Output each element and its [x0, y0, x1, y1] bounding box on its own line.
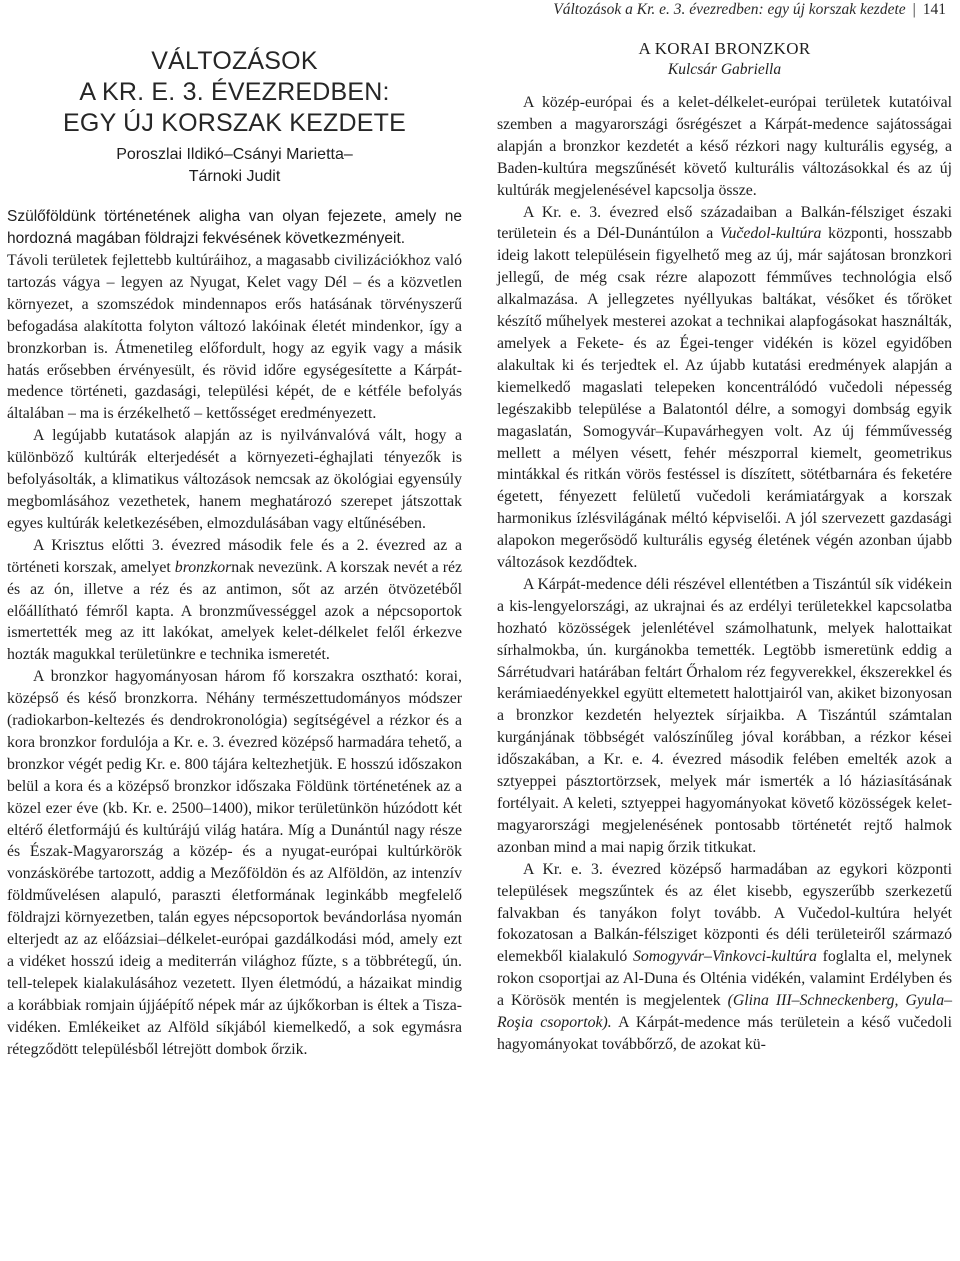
- right-paragraph-3: A Kárpát-medence déli részével ellentétben a Tiszántúl sík vidékein a kis-lengyelországi, az ukrajnai és az erdélyi területekkel kapcsolatba hozható közösségek jelenlétével számolhatunk, melyek halottaikat sírhalmokba, ún. kurgánokba temették. Legtöbb ismeretünk eddig a Sárrétudvari határában feltárt Őrhalom réz fegyverekkel, ékszerekkel és kerámiaedényekkel együtt eltemetett halottjairól van, akiket bizonyosan a bronzkor kezdetén helyeztek sírjaikba. A Tiszántúl számtalan kurgánjának többségét valószínűleg jóval korábban, a rézkor kései időszakában, a Kr. e. 4. évezred második felében emelték azok a sztyeppei pásztortörzsek, melyek már ismerték a ló háziasításának fortélyait. A keleti, sztyeppei hagyományokat követő közösségek kelet-magyarországi megjelenésének pontosabb történetét rejtő halmok azonban mind a mai napig őrzik titkukat.: [497, 575, 953, 856]
- text-run: nak nevezünk. A korszak nevét a réz és az ón, illetve a réz és az antimon, sőt az arzén ötvözetéből előállítható fémről kapta. A bronzművességgel azok a népcsoportok ismertették meg az itt lakókat, amelyek kelet-délkelet felől érkezve hozták magukkal területünkre e technika ismeretét.: [7, 558, 462, 664]
- italic-term-bronzkor: bronzkor: [174, 558, 232, 576]
- left-paragraph-2: A legújabb kutatások alapján az is nyilvánvalóvá vált, hogy a különböző kultúrák elterjedését a környezeti-éghajlati tényezők is befolyásolták, a klimatikus változások nemcsak az ökológiai egyensúly megbomlásához vezethetek, hanem meghatározó szerepet játszottak egyes kultúrák keletkezésében, elmozdulásában vagy eltűnésében.: [7, 427, 462, 532]
- chapter-authors: [7, 144, 462, 188]
- chapter-title-line-1: VÁLTOZÁSOK: [151, 47, 318, 75]
- italic-term-somogyvar: Somogyvár–Vinkovci-kultúra: [632, 948, 817, 966]
- section-author: Kulcsár Gabriella: [667, 61, 782, 78]
- right-paragraph-1: A közép-európai és a kelet-délkelet-európai területek kutatóival szemben a magyarországi ősrégészet a Kárpát-medence sajátosságai alapján a bronzkor kezdetét a késő rézkori nagy kulturális egység, a Baden-kultúra megszűnését követő kulturális változásokkal és az új kultúrák megjelenésével kapcsolja össze.: [497, 94, 952, 199]
- running-head-separator: |: [912, 1, 916, 18]
- left-paragraph-4: A bronzkor hagyományosan három fő korszakra osztható: korai, középső és késő bronzkorra. Néhány természettudományos módszer (radiokarbon-keltezés és dendrokronológia) segítségével a rézkor és a kora bronzkor fordulója a Kr. e. 3. évezred középső harmadára tehető, a bronzkor végét pedig Kr. e. 800 tájára keltezhetjük. E hosszú időszakon belül a kora és a középső bronzkor időszaka Földünk történetének az a közel ezer éve (kb. Kr. e. 2500–1400), mikor területünkön húzódott két eltérő életformájú és kultúrájú világ határa. Míg a Dunántúl nagy része és Észak-Magyarország a közép- és a nyugat-európai kultúrkörök vonzáskörébe tartozott, addig a Mezőföldön és az Alföldön, az intenzív földművelésen alapuló, paraszti életformának leginkább megfelelő földrajzi környezetben, talán egyes népcsoportok bevándorlása nyomán elterjedt az az előázsiai–délkelet-európai gazdálkodási mód, amely ezt a vidéket hosszú ideig a mediterrán világhoz fűzte, s a többrétegű, ún. tell-telepek kialakulásához vezetett. Ilyen életmódú, a házaikat mindig a korábbiak romjain újjáépítő népek már az újkőkorban is éltek a Tisza-vidéken. Emlékeiket az Alföld síkjából kiemelkedő, a sok egymásra rétegződött településből létrejött dombok őrzik.: [7, 668, 462, 1058]
- running-head-title: Változások a Kr. e. 3. évezredben: egy új korszak kezdete: [553, 1, 906, 18]
- italic-term-vucedol: Vučedol-kultúra: [719, 225, 822, 243]
- chapter-title-line-2: A KR. E. 3. ÉVEZREDBEN:: [79, 78, 390, 106]
- chapter-title-line-3: EGY ÚJ KORSZAK KEZDETE: [63, 109, 406, 137]
- left-column: [7, 38, 462, 1061]
- left-paragraph-1: Távoli területek fejlettebb kultúráihoz, a magasabb civilizációkhoz való tartozás vágya – legyen az Nyugat, Kelet vagy Dél – és a közvetlen környezet, a szomszédok mindennapos erős hatásának törvényszerű befogadása alakította folyton változó lakóinak életét mindenkor, így a bronzkorban is. Átmenetileg előfordult, hogy az egyik vagy a másik hatás erősebben érvényesült, és rövid időre egységesítette a Kárpát-medence történeti, gazdasági, települési képét, de e kétféle befolyás általában – ma is érzékelhető – kettősséget eredményezett.: [7, 252, 462, 423]
- chapter-title-block: [7, 46, 462, 188]
- intro-paragraph: Szülőföldünk történetének aligha van olyan fejezete, amely ne hordozná magában földrajzi fekvésének következményeit.: [7, 208, 462, 247]
- chapter-authors-line-1: Poroszlai Ildikó–Csányi Marietta–: [116, 146, 353, 163]
- italic-term-groups: (Glina III–Schneckenberg, Gyula–Roşia csoportok).: [497, 992, 952, 1032]
- text-run: foglalta el, melynek rokon csoportjai az Al-Duna és Olténia vidékén, valamint Erdélyben és a Körösök mentén is megjelentek: [497, 948, 952, 1010]
- text-run: A Kr. e. 3. évezred első századaiban a Balkán-félsziget északi területein és a Dél-Dunántúlon a: [497, 203, 952, 243]
- left-body-text: [7, 250, 462, 1061]
- right-paragraph-4: [497, 859, 952, 1056]
- left-paragraph-3: [7, 535, 462, 666]
- chapter-authors-line-2: Tárnoki Judit: [188, 168, 281, 185]
- right-body-text: [497, 92, 952, 1056]
- right-column: [497, 38, 952, 1056]
- section-title: A KORAI BRONZKOR: [638, 39, 811, 58]
- right-paragraph-2: [497, 202, 952, 574]
- text-run: A Kr. e. 3. évezred középső harmadában az egykori központi települések megszűntek és az élet kisebb, egyszerűbb szerkezetű falvakban és tanyákon folyt tovább. A Vučedol-kultúra helyét fokozatosan a Balkán-félsziget központi és déli területeiről származó elemekből kialakuló: [497, 860, 952, 966]
- text-run: központi, hosszabb ideig lakott településein figyelhető meg az új, már sajátosan bronzkori jellegű, de még csak rézre alapozott fémműves technológia első alkalmazása. A jellegzetes nyéllyukas baltákat, vésőket és tőröket készítő műhelyek mesterei azokat a technikai alapfogásokat használták, amelyek a Fekete- és az Égei-tenger vidékén is közel egyidőben alakultak ki és terjedtek el. Az újabb kutatási eredmények alapján a kiemelkedő magaslati telepeken koncentrálódó vučedoli népesség legészakibb települése a Balatontól délre, a somogyi dombság egyik magaslatán, Somogyvár–Kupavárhegyen volt. Az új fémművesség mellett a mélyen vésett, fehér mészporral kiemelt, geometrikus mintákkal és ritkán vörös festéssel is díszített, sötétbarnára és feketére égetett, fényezett felületű vučedoli kerámiatárgyak a korszak harmonikus ízlésvilágának méltó képviselői. A jól szervezett gazdasági alapokon megerősödő kulturális egység életének végén azonban újabb változások kezdődtek.: [497, 225, 953, 572]
- running-head: [553, 0, 946, 20]
- text-run: A Kárpát-medence más területein a késő vučedoli hagyományokat továbbőrző, de azokat kü-: [497, 1014, 952, 1053]
- text-run: A Krisztus előtti 3. évezred második fele és a 2. évezred az a történeti korszak, amelyet: [7, 536, 462, 576]
- page-number: 141: [922, 1, 946, 18]
